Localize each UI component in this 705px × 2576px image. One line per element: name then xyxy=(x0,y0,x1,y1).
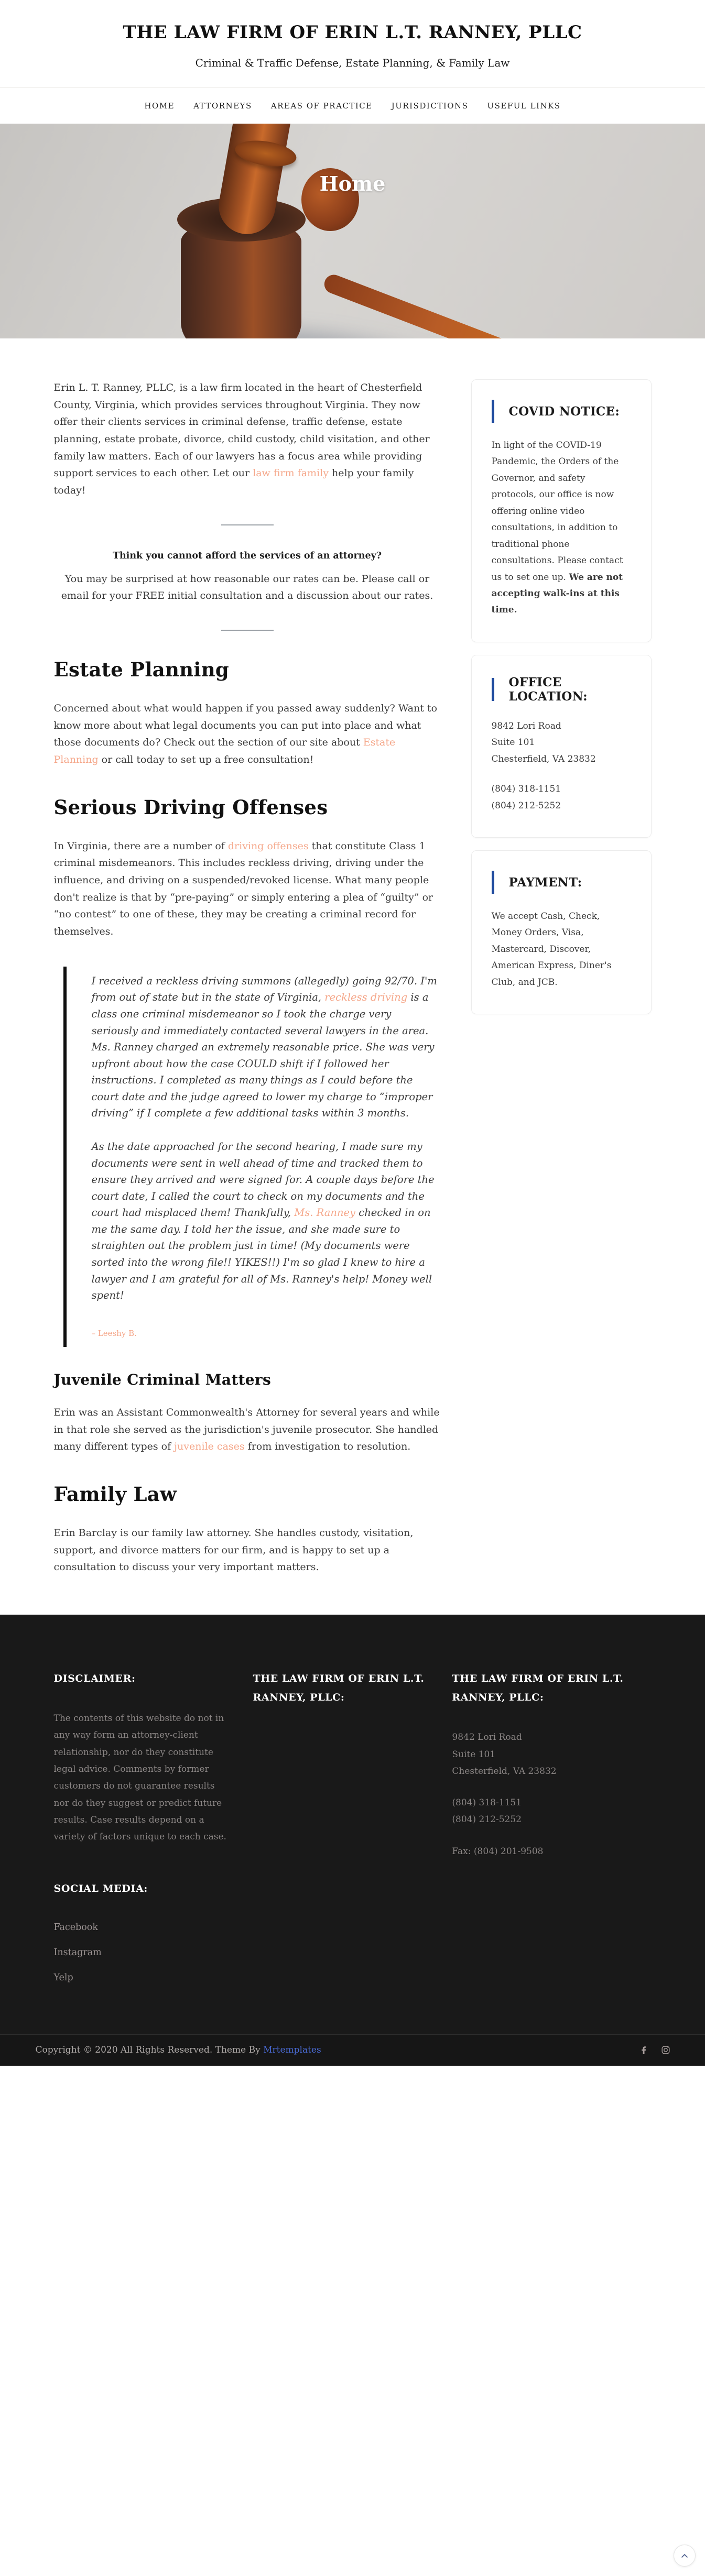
nav-item-areas-of-practice[interactable]: AREAS OF PRACTICE xyxy=(270,101,373,111)
blue-accent-bar xyxy=(492,678,494,701)
payment-heading-text: PAYMENT: xyxy=(508,875,582,890)
afford-text: You may be surprised at how reasonable our rates can be. Please call or email for your FREE initial consultation and a discussion about our rates. xyxy=(61,573,433,602)
nav-item-home[interactable]: HOME xyxy=(144,101,175,111)
address-line: Suite 101 xyxy=(491,737,535,748)
footer-social-icons xyxy=(639,2046,670,2054)
office-address xyxy=(492,718,631,768)
inline-text-link[interactable]: Mrtemplates xyxy=(263,2045,321,2056)
social-link-yelp[interactable]: Yelp xyxy=(53,1972,73,1983)
payment-card xyxy=(471,850,652,1014)
inline-text-link[interactable]: juvenile cases xyxy=(174,1441,245,1453)
page-title: Home xyxy=(319,172,386,195)
social-media-heading: SOCIAL MEDIA: xyxy=(53,1882,148,1894)
driving-offenses-heading: Serious Driving Offenses xyxy=(53,795,328,819)
scroll-to-top-button[interactable] xyxy=(674,2545,696,2567)
covid-notice-body: In light of the COVID-19 Pandemic, the Orders of the Governor, and safety protocols, our office is now offering online video consultations, in addition to traditional phone consultations. Please contact us to set one up. We are not accepting walk-ins at this time. xyxy=(491,440,623,616)
footer-firm-column xyxy=(253,1669,452,1998)
section-divider xyxy=(221,630,274,631)
disclaimer-text: The contents of this website do not in any way form an attorney-client relationship, nor do they constitute legal advice. Comments by former customers do not guarantee results nor do they suggest or predict future results. Case results depend on a variety of factors unique to each case. xyxy=(53,1713,226,1843)
family-law-heading: Family Law xyxy=(53,1483,177,1506)
testimonial-paragraph-1: I received a reckless driving summons (allegedly) going 92/70. I'm from out of state but in the state of Virginia, reckless driving is a class one criminal misdemeanor so I took the charge very seriously and immediately contacted several lawyers in the area. Ms. Ranney charged an extremely reasonable price. She was very upfront about how the case COULD shift if I followed her instructions. I completed as many things as I could before the court date and the judge agreed to lower my charge to “improper driving” if I complete a few additional tasks within 3 months. xyxy=(91,974,437,1120)
footer-phones xyxy=(452,1794,627,1828)
inline-text-link[interactable]: law firm family xyxy=(253,467,329,479)
sidebar xyxy=(471,379,652,1576)
disclaimer-heading: DISCLAIMER: xyxy=(53,1673,136,1685)
firm-name-heading: THE LAW FIRM OF ERIN L.T. RANNEY, PLLC: xyxy=(253,1673,425,1704)
nav-item-useful-links[interactable]: USEFUL LINKS xyxy=(487,101,561,111)
social-link-facebook[interactable]: Facebook xyxy=(53,1922,98,1933)
instagram-icon[interactable] xyxy=(661,2046,670,2054)
bottom-whitespace xyxy=(0,2066,705,2576)
footer-contact-column xyxy=(452,1669,651,1998)
testimonial-attribution: – Leeshy B. xyxy=(91,1328,137,1338)
client-testimonial-quote xyxy=(63,967,441,1347)
office-phones xyxy=(492,781,631,814)
site-header xyxy=(0,0,705,87)
address-line: Chesterfield, VA 23832 xyxy=(491,753,596,764)
firm-contact-heading: THE LAW FIRM OF ERIN L.T. RANNEY, PLLC: xyxy=(452,1673,624,1704)
driving-offenses-paragraph: In Virginia, there are a number of driving offenses that constitute Class 1 criminal misdemeanors. This includes reckless driving, driving under the influence, and driving on a suspended/revoked license. What many people don't realize is that by “pre-paying” or simply entering a plea of “guilty” or “no contest” to one of these, they may be creating a criminal record for themselves. xyxy=(53,840,433,938)
footer-address xyxy=(452,1729,627,1780)
footer-disclaimer-column xyxy=(54,1669,253,1998)
juvenile-matters-paragraph: Erin was an Assistant Commonwealth's Attorney for several years and while in that role she served as the jurisdiction's juvenile prosecutor. She handled many different types of juvenile cases from investigation to resolution. xyxy=(53,1407,440,1453)
nav-item-jurisdictions[interactable]: JURISDICTIONS xyxy=(391,101,469,111)
inline-text-link[interactable]: reckless driving xyxy=(324,991,408,1004)
section-divider xyxy=(221,524,274,525)
footer-contact-body xyxy=(452,1729,627,1860)
testimonial-paragraph-2: As the date approached for the second hearing, I made sure my documents were sent in well ahead of time and tracked them to ensure they arrived and were signed for. A couple days before the court date, I called the court to check on my documents and the court had misplaced them! Thankfully, Ms. Ranney checked in on me the same day. I told her the issue, and she made sure to straighten out the problem just in time! (My documents were sorted into the wrong file!! YIKES!!) I'm so glad I knew to hire a lawyer and I am grateful for all of Ms. Ranney's help! Money well spent! xyxy=(91,1140,435,1302)
blue-accent-bar xyxy=(492,400,494,423)
juvenile-matters-heading: Juvenile Criminal Matters xyxy=(53,1371,272,1389)
covid-notice-heading-text: COVID NOTICE: xyxy=(508,404,620,419)
social-media-links xyxy=(54,1922,229,1983)
phone-number: (804) 318-1151 xyxy=(491,784,561,795)
address-line: 9842 Lori Road xyxy=(452,1732,522,1743)
payment-card-heading xyxy=(492,871,631,894)
inline-text-link[interactable]: driving offenses xyxy=(227,840,309,852)
inline-text-link[interactable]: Ms. Ranney xyxy=(294,1207,356,1219)
social-link-instagram[interactable]: Instagram xyxy=(53,1947,102,1958)
address-line: 9842 Lori Road xyxy=(491,720,561,731)
covid-notice-card xyxy=(471,379,652,642)
phone-number: (804) 212-5252 xyxy=(491,800,561,811)
site-subtitle: Criminal & Traffic Defense, Estate Planning, & Family Law xyxy=(195,57,510,69)
covid-notice-card-heading xyxy=(492,400,631,423)
copyright-inner xyxy=(36,2045,670,2055)
footer-padding xyxy=(0,1998,705,2034)
main-nav xyxy=(0,87,705,124)
nav-item-attorneys[interactable]: ATTORNEYS xyxy=(193,101,252,111)
facebook-icon[interactable] xyxy=(639,2046,648,2054)
phone-number: (804) 318-1151 xyxy=(452,1797,522,1808)
copyright-bar xyxy=(0,2034,705,2066)
office-location-card-heading xyxy=(492,675,631,704)
estate-planning-paragraph: Concerned about what would happen if you passed away suddenly? Want to know more about what legal documents you can put into place and what those documents do? Check out the section of our site about Estate Planning or call today to set up a free consultation! xyxy=(53,703,438,766)
social-media-block xyxy=(54,1879,229,1983)
payment-body: We accept Cash, Check, Money Orders, Visa, Mastercard, Discover, American Express, Diner's Club, and JCB. xyxy=(491,911,612,988)
footer-fax: Fax: (804) 201-9508 xyxy=(452,1846,544,1857)
hero-banner xyxy=(0,124,705,338)
inline-text-link[interactable]: Estate Planning xyxy=(53,737,396,766)
site-footer xyxy=(0,1615,705,2066)
main-column xyxy=(54,379,441,1576)
office-location-card xyxy=(471,655,652,838)
afford-heading: Think you cannot afford the services of an attorney? xyxy=(112,550,382,561)
chevron-up-icon xyxy=(681,2550,688,2560)
address-line: Suite 101 xyxy=(452,1749,496,1760)
intro-paragraph: Erin L. T. Ranney, PLLC, is a law firm located in the heart of Chesterfield County, Virginia, which provides services throughout Virginia. They now offer their clients services in criminal defense, traffic defense, estate planning, estate probate, divorce, child custody, child visitation, and other family law matters. Each of our lawyers has a focus area while providing support services to each other. Let our law firm family help your family today! xyxy=(53,382,430,497)
phone-number: (804) 212-5252 xyxy=(452,1814,522,1825)
content-container xyxy=(54,338,652,1576)
address-line: Chesterfield, VA 23832 xyxy=(452,1766,557,1777)
estate-planning-heading: Estate Planning xyxy=(53,658,230,682)
gavel-handle-image xyxy=(322,272,652,338)
blue-accent-bar xyxy=(492,871,494,894)
office-location-body xyxy=(492,718,631,814)
family-law-paragraph: Erin Barclay is our family law attorney. She handles custody, visitation, support, and divorce matters for our firm, and is happy to set up a consultation to discuss your very important matters. xyxy=(53,1527,414,1573)
office-location-heading-text: OFFICE LOCATION: xyxy=(508,675,588,704)
copyright-text: Copyright © 2020 All Rights Reserved. Theme By Mrtemplates xyxy=(35,2045,321,2056)
footer-columns xyxy=(54,1669,652,1998)
site-title: THE LAW FIRM OF ERIN L.T. RANNEY, PLLC xyxy=(123,22,582,43)
